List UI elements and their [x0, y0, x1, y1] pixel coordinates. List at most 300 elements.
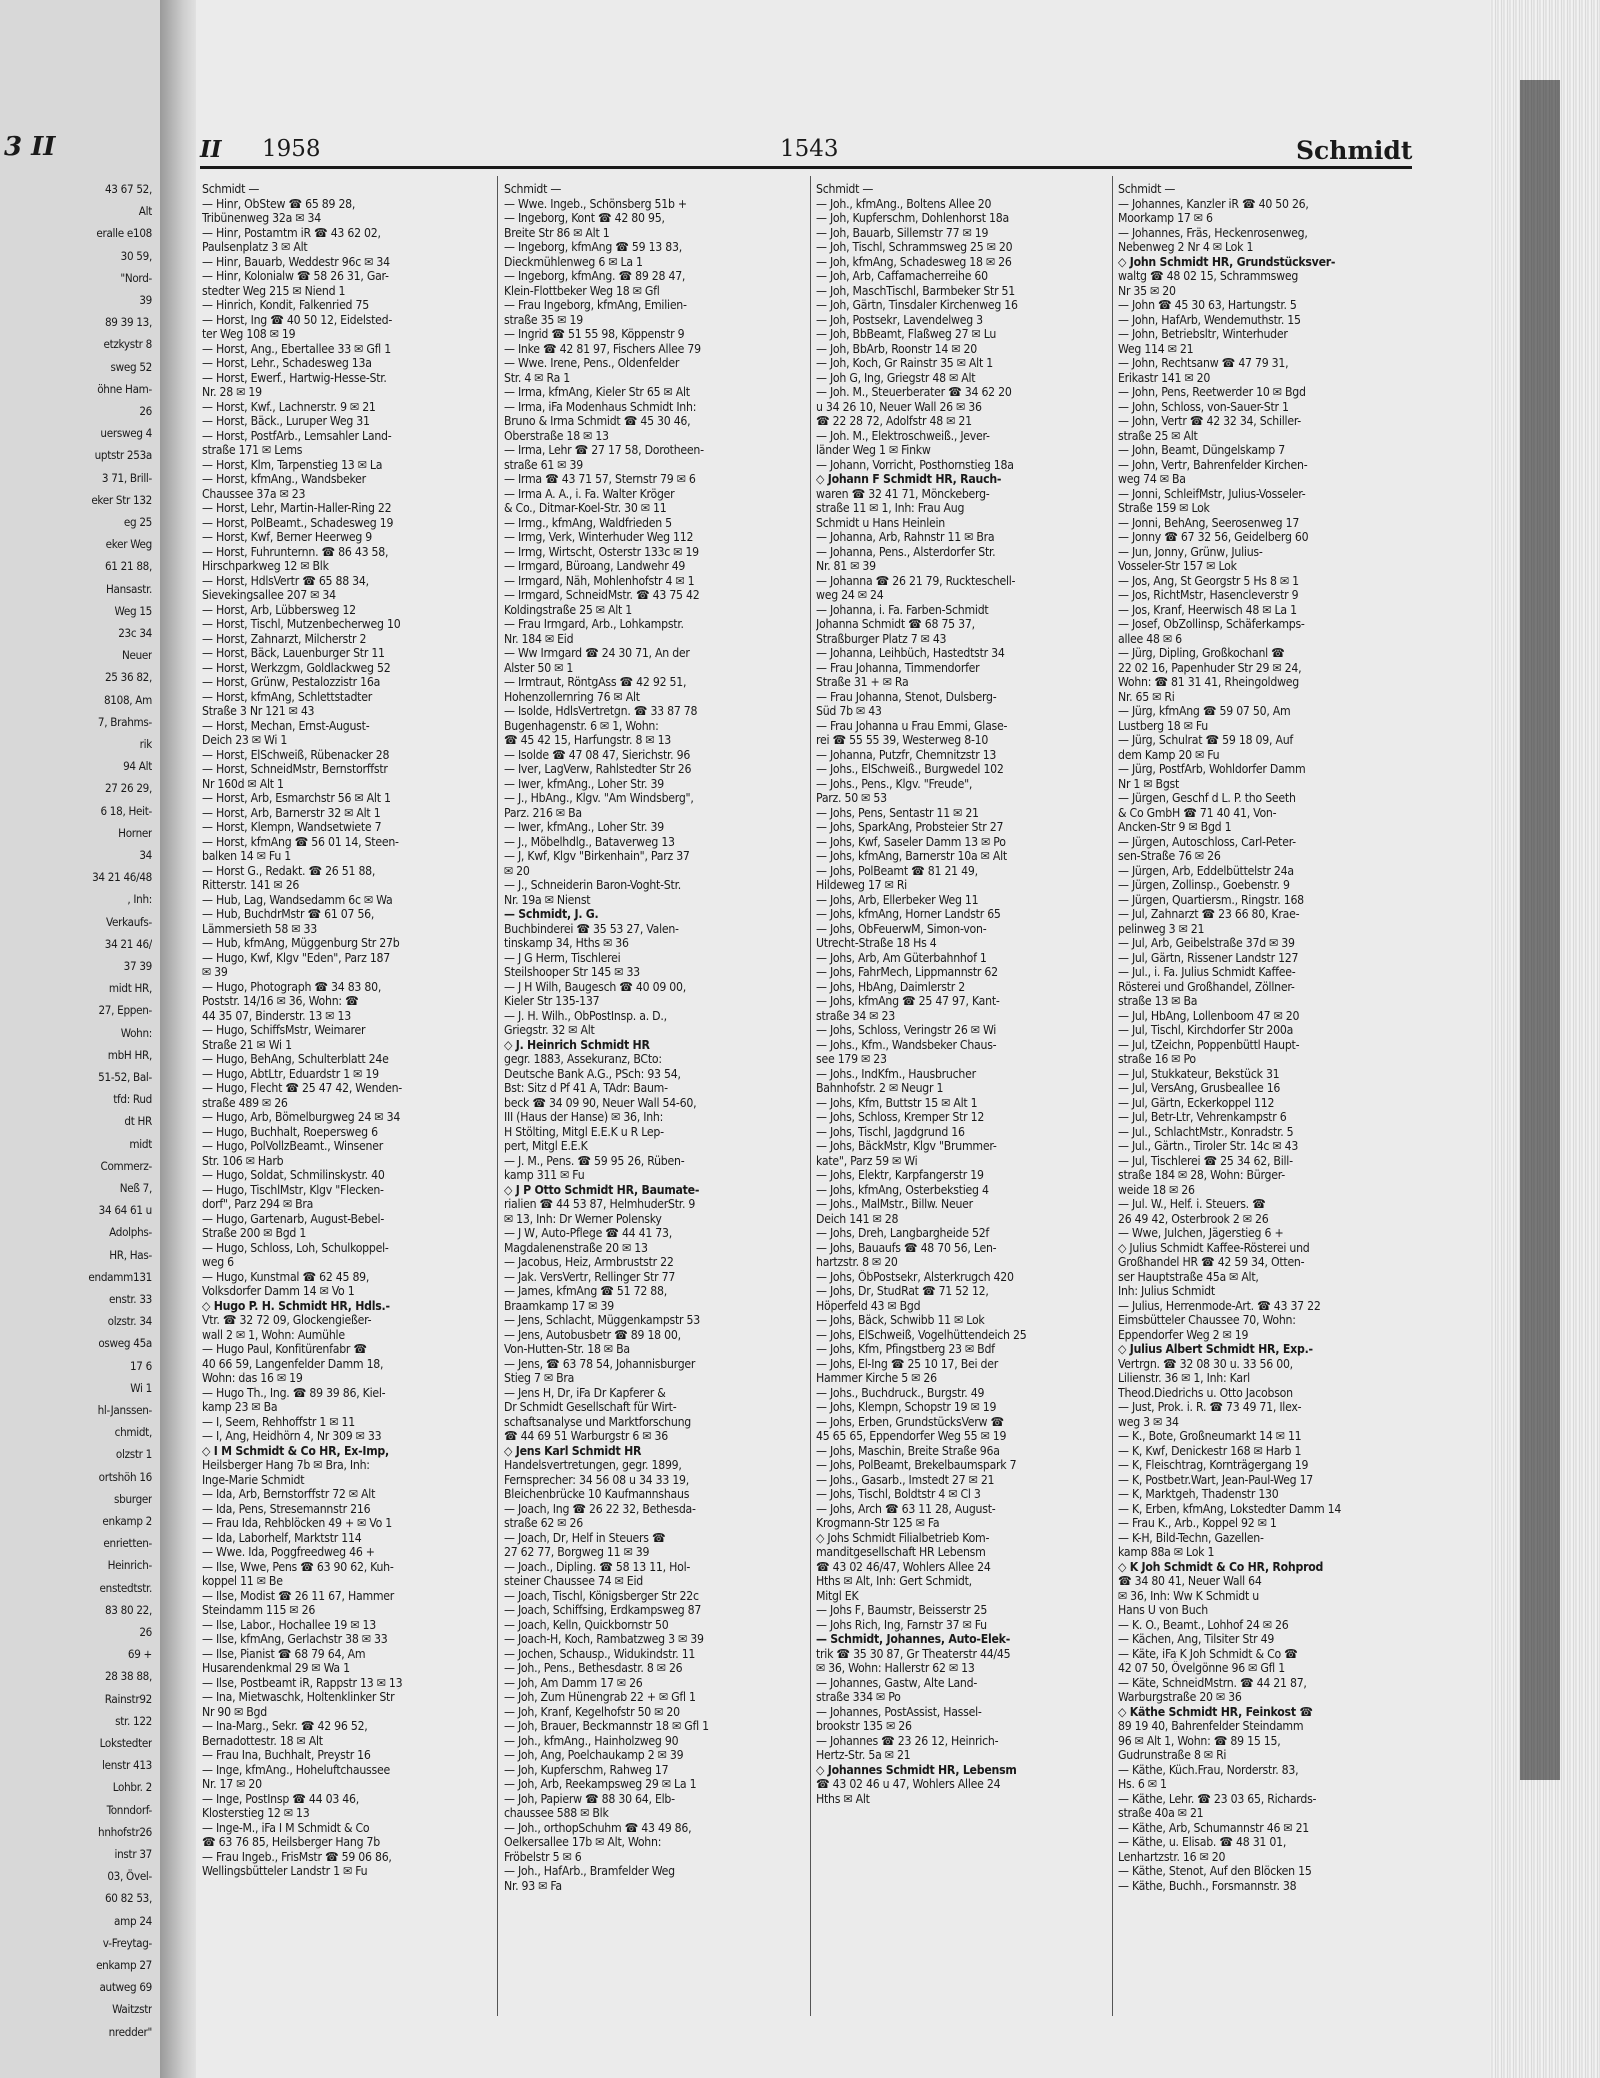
- directory-entry-line: — J, Kwf, Klgv "Birkenhain", Parz 37: [504, 849, 690, 863]
- directory-entry-line: Straße 200 ✉ Bgd 1: [202, 1226, 307, 1240]
- directory-entry-line: — Ingeborg, Kont ☎ 42 80 95,: [504, 211, 665, 225]
- directory-entry-line: — Schmidt, Johannes, Auto-Elek-: [816, 1632, 1011, 1646]
- directory-entry-line: — Käthe, u. Elisab. ☎ 48 31 01,: [1118, 1835, 1287, 1849]
- directory-entry-line: Wohn: ☎ 81 31 41, Rheingoldweg: [1118, 675, 1299, 689]
- directory-entry-line: — Johs., IndKfm., Hausbrucher: [816, 1066, 976, 1081]
- directory-entry-line: — Käte, iFa K Joh Schmidt & Co ☎: [1118, 1646, 1298, 1661]
- directory-entry-line: ✉ 36, Wohn: Hallerstr 62 ✉ 13: [816, 1661, 975, 1675]
- facing-page-line: Neuer: [121, 648, 152, 663]
- directory-entry-line: — Ilse, Wwe, Pens ☎ 63 90 62, Kuh-: [202, 1559, 394, 1574]
- directory-entry-line: — Johannes, Kanzler iR ☎ 40 50 26,: [1118, 196, 1309, 211]
- directory-entry-line: — Frau Ina, Buchhalt, Preystr 16: [202, 1748, 371, 1762]
- directory-entry-line: — Frau K., Arb., Koppel 92 ✉ 1: [1118, 1516, 1277, 1530]
- facing-page-line: "Nord-: [120, 270, 152, 285]
- directory-entry-line: — Johs, ElSchweiß, Vogelhüttendeich 25: [816, 1327, 1027, 1342]
- directory-entry-line: Paulsenplatz 3 ✉ Alt: [202, 240, 308, 254]
- directory-entry-line: — Johs, ÖbPostsekr, Alsterkrugch 420: [816, 1269, 1014, 1284]
- facing-page-line: 39: [139, 293, 152, 307]
- facing-page-line: etzkystr 8: [103, 337, 152, 352]
- directory-entry-line: — Iver, LagVerw, Rahlstedter Str 26: [504, 762, 692, 776]
- directory-entry-line: — Johs, El-Ing ☎ 25 10 17, Bei der: [816, 1356, 998, 1371]
- directory-entry-line: — Joh, Tischl, Schrammsweg 25 ✉ 20: [816, 240, 1013, 254]
- directory-entry-line: — Hugo, SchiffsMstr, Weimarer: [202, 1023, 366, 1037]
- directory-entry-line: Gudrunstraße 8 ✉ Ri: [1118, 1748, 1227, 1762]
- directory-entry-line: — Hub, BuchdrMstr ☎ 61 07 56,: [202, 907, 375, 921]
- facing-page-line: 03, Övel-: [107, 1869, 152, 1884]
- directory-entry-line: Lustberg 18 ✉ Fu: [1118, 718, 1208, 733]
- directory-entry-line: Süd 7b ✉ 43: [816, 704, 882, 718]
- directory-entry-line: — Joh, Kupferschm, Rahweg 17: [504, 1762, 669, 1777]
- directory-entry-line: — J G Herm, Tischlerei: [504, 950, 621, 965]
- directory-entry-line: — Horst, Ewerf., Hartwig-Hesse-Str.: [202, 370, 387, 385]
- directory-entry-line: — Jul, Zahnarzt ☎ 23 66 80, Krae-: [1118, 907, 1300, 921]
- directory-entry-line: ter Weg 108 ✉ 19: [202, 327, 296, 341]
- directory-entry-line: — Wwe. Ida, Poggfreedweg 46 +: [202, 1545, 375, 1559]
- directory-entry-line: rei ☎ 55 55 39, Westerweg 8-10: [816, 733, 989, 747]
- directory-entry-line: — Horst, PolBeamt., Schadesweg 19: [202, 515, 394, 530]
- directory-entry-line: — Frau Ida, Rehblöcken 49 + ✉ Vo 1: [202, 1516, 392, 1530]
- directory-entry-line: — I, Seem, Rehhoffstr 1 ✉ 11: [202, 1414, 355, 1429]
- facing-page-line: amp 24: [114, 1913, 152, 1928]
- directory-entry-line: straße 171 ✉ Lems: [202, 443, 303, 457]
- column-4: [1118, 182, 1410, 1893]
- facing-page-line: 43 67 52,: [104, 182, 152, 196]
- directory-entry-line: Wohn: das 16 ✉ 19: [202, 1371, 303, 1385]
- directory-entry-line: Deich 23 ✉ Wi 1: [202, 733, 288, 747]
- facing-page-fragment: [0, 0, 160, 2078]
- directory-entry-line: sen-Straße 76 ✉ 26: [1118, 849, 1221, 863]
- directory-entry-line: — Johs., Kfm., Wandsbeker Chaus-: [816, 1037, 997, 1052]
- directory-entry-line: — Horst, Arb, Esmarchstr 56 ✉ Alt 1: [202, 791, 391, 805]
- directory-entry-line: Straße 21 ✉ Wi 1: [202, 1037, 292, 1052]
- directory-entry-line: — Hugo, Schloss, Loh, Schulkoppel-: [202, 1240, 389, 1255]
- directory-entry-line: — Joach, Dr, Helf in Steuers ☎: [504, 1530, 666, 1545]
- directory-entry-line: — Ida, Arb, Bernstorffstr 72 ✉ Alt: [202, 1487, 376, 1501]
- directory-entry-line: — Joh., Pens., Bethesdastr. 8 ✉ 26: [504, 1661, 683, 1675]
- directory-entry-line: Nr. 65 ✉ Ri: [1118, 689, 1175, 704]
- directory-entry-line: — Johs, Kfm, Pfingstberg 23 ✉ Bdf: [816, 1342, 995, 1356]
- directory-entry-line: — Schmidt, J. G.: [504, 907, 599, 921]
- facing-page-line: 26: [139, 1625, 152, 1639]
- column-divider: [810, 176, 811, 2016]
- directory-entry-line: — Jürgen, Quartiersm., Ringstr. 168: [1118, 892, 1304, 907]
- facing-page-line: mbH HR,: [107, 1047, 152, 1062]
- directory-entry-line: — Johs, Tischl, Boldtstr 4 ✉ Cl 3: [816, 1487, 981, 1501]
- directory-entry-line: — Joh, Papierw ☎ 88 30 64, Elb-: [504, 1791, 675, 1806]
- directory-entry-line: Nr 1 ✉ Bgst: [1118, 776, 1180, 791]
- facing-page-line: olzstr 1: [115, 1447, 152, 1462]
- directory-entry-line: — Jul, Tischl, Kirchdorfer Str 200a: [1118, 1023, 1294, 1037]
- directory-entry-line: — Joh, Am Damm 17 ✉ 26: [504, 1675, 643, 1690]
- directory-entry-line: Klosterstieg 12 ✉ 13: [202, 1806, 310, 1820]
- facing-page-line: Rainstr92: [104, 1691, 152, 1706]
- directory-entry-line: Straße 31 + ✉ Ra: [816, 675, 909, 689]
- directory-entry-line: Deutsche Bank A.G., PSch: 93 54,: [504, 1066, 681, 1081]
- facing-page-line: Lokstedter: [99, 1736, 152, 1750]
- directory-entry-line: — Jürg, Dipling, Großkochanl ☎: [1118, 646, 1285, 660]
- directory-entry-line: Klein-Flottbeker Weg 18 ✉ Gfl: [504, 283, 660, 298]
- directory-entry-line: allee 48 ✉ 6: [1118, 631, 1182, 646]
- directory-entry-line: — Irmg, Wirtscht, Osterstr 133c ✉ 19: [504, 544, 699, 559]
- directory-entry-line: — Ilse, Modist ☎ 26 11 67, Hammer: [202, 1588, 395, 1603]
- directory-entry-line: — Joh, Brauer, Beckmannstr 18 ✉ Gfl 1: [504, 1719, 709, 1733]
- directory-entry-line: Warburgstraße 20 ✉ 36: [1118, 1690, 1242, 1704]
- directory-entry-line: — Johs., Pens., Klgv. "Freude",: [816, 776, 973, 791]
- directory-entry-line: ◇ John Schmidt HR, Grundstücksver-: [1118, 254, 1336, 269]
- directory-entry-line: ✉ 36, Inh: Ww K Schmidt u: [1118, 1588, 1259, 1603]
- facing-page-line: 94 Alt: [123, 759, 152, 774]
- directory-entry-line: III (Haus der Hanse) ✉ 36, Inh:: [504, 1110, 664, 1124]
- directory-entry-line: — Horst, Tischl, Mutzenbecherweg 10: [202, 617, 401, 631]
- directory-entry-line: Hohenzollernring 76 ✉ Alt: [504, 689, 640, 704]
- directory-entry-line: — Horst, Fuhrunternn. ☎ 86 43 58,: [202, 544, 389, 559]
- facing-page-line: 51-52, Bal-: [98, 1070, 152, 1084]
- directory-entry-line: straße 40a ✉ 21: [1118, 1806, 1204, 1820]
- directory-entry-line: — Johanna, Leihbüch, Hastedtstr 34: [816, 646, 1005, 660]
- facing-page-line: 8108, Am: [103, 692, 152, 707]
- directory-entry-line: Hs. 6 ✉ 1: [1118, 1777, 1167, 1791]
- directory-entry-line: manditgesellschaft HR Lebensm: [816, 1545, 986, 1559]
- facing-page-line: lenstr 413: [102, 1758, 152, 1773]
- facing-page-line: olzstr. 34: [107, 1314, 152, 1329]
- directory-entry-line: Kieler Str 135-137: [504, 994, 600, 1008]
- directory-entry-line: Weg 114 ✉ 21: [1118, 341, 1194, 356]
- directory-entry-line: — Jul, tZeichn, Poppenbüttl Haupt-: [1118, 1037, 1300, 1052]
- directory-entry-line: — Käthe, Buchh., Forsmannstr. 38: [1118, 1878, 1297, 1893]
- directory-entry-line: ser Hauptstraße 45a ✉ Alt,: [1118, 1269, 1259, 1284]
- directory-entry-line: — Johannes, Gastw, Alte Land-: [816, 1675, 978, 1690]
- directory-entry-line: — Josef, ObZollinsp, Schäferkamps-: [1118, 617, 1305, 631]
- directory-entry-line: ◇ J P Otto Schmidt HR, Baumate-: [504, 1182, 700, 1197]
- directory-entry-line: — Jun, Jonny, Grünw, Julius-: [1118, 544, 1263, 559]
- directory-entry-line: — Horst, Bäck, Lauenburger Str 11: [202, 646, 385, 660]
- directory-entry-line: straße 334 ✉ Po: [816, 1690, 901, 1704]
- directory-entry-line: — Johs, Schloss, Veringstr 26 ✉ Wi: [816, 1023, 997, 1037]
- directory-entry-line: — Joh., HafArb., Bramfelder Weg: [504, 1864, 675, 1878]
- directory-entry-line: Straße 159 ✉ Lok: [1118, 501, 1210, 515]
- directory-entry-line: — Johs, Tischl, Jagdgrund 16: [816, 1124, 965, 1139]
- directory-entry-line: — Joh, Gärtn, Tinsdaler Kirchenweg 16: [816, 298, 1018, 312]
- directory-entry-line: — Joh, MaschTischl, Barmbeker Str 51: [816, 283, 1016, 298]
- directory-entry-line: Husarendenkmal 29 ✉ Wa 1: [202, 1661, 350, 1675]
- directory-entry-line: — Jonni, BehAng, Seerosenweg 17: [1118, 515, 1300, 530]
- directory-entry-line: Straße 3 Nr 121 ✉ 43: [202, 704, 315, 718]
- directory-entry-line: länder Weg 1 ✉ Finkw: [816, 443, 931, 457]
- directory-entry-line: — Joh G, Ing, Griegstr 48 ✉ Alt: [816, 370, 976, 385]
- facing-page-line: 30 59,: [120, 248, 152, 263]
- directory-entry-line: — Hugo, Gartenarb, August-Bebel-: [202, 1211, 385, 1226]
- directory-entry-line: — Irmgard, Büroang, Landwehr 49: [504, 559, 686, 573]
- directory-entry-line: — Joach, Schiffsing, Erdkampsweg 87: [504, 1603, 702, 1617]
- directory-entry-line: — Jos, Ang, St Georgstr 5 Hs 8 ✉ 1: [1118, 573, 1299, 588]
- directory-entry-line: Sievekingsallee 207 ✉ 34: [202, 588, 336, 602]
- directory-entry-line: ◇ J. Heinrich Schmidt HR: [504, 1037, 650, 1052]
- directory-entry-line: — Horst, Grünw, Pestalozzistr 16a: [202, 675, 381, 689]
- directory-entry-line: — Johs, Maschin, Breite Straße 96a: [816, 1443, 1000, 1458]
- directory-entry-line: — Jürgen, Autoschloss, Carl-Peter-: [1118, 834, 1296, 849]
- directory-entry-line: — K., Bote, Großneumarkt 14 ✉ 11: [1118, 1429, 1302, 1443]
- directory-entry-line: — Jens, ☎ 63 78 54, Johannisburger: [504, 1356, 696, 1371]
- directory-entry-line: Inge-Marie Schmidt: [202, 1472, 305, 1487]
- directory-entry-line: — Hugo, Kwf, Klgv "Eden", Parz 187: [202, 950, 390, 965]
- directory-entry-line: — Johs, FahrMech, Lippmannstr 62: [816, 965, 998, 979]
- directory-entry-line: Inh: Julius Schmidt: [1118, 1284, 1215, 1298]
- directory-entry-line: — J W, Auto-Pflege ☎ 44 41 73,: [504, 1226, 672, 1240]
- directory-entry-line: Schmidt u Hans Heinlein: [816, 515, 945, 530]
- directory-entry-line: Tribünenweg 32a ✉ 34: [202, 211, 321, 225]
- directory-entry-line: — Johs, Bauaufs ☎ 48 70 56, Len-: [816, 1240, 997, 1255]
- facing-page-line: enkamp 27: [96, 1958, 152, 1972]
- directory-entry-line: — Horst, Bäck., Luruper Weg 31: [202, 414, 370, 428]
- directory-entry-line: ✉ 39: [202, 965, 228, 979]
- facing-page-line: uptstr 253a: [94, 448, 152, 463]
- directory-entry-line: — Johanna, Putzfr, Chemnitzstr 13: [816, 747, 997, 762]
- directory-entry-line: Steilshooper Str 145 ✉ 33: [504, 965, 640, 979]
- directory-entry-line: pert, Mitgl E.E.K: [504, 1139, 588, 1153]
- directory-entry-line: — Johs, Arch ☎ 63 11 28, August-: [816, 1501, 996, 1516]
- directory-entry-line: — Johanna, Pens., Alsterdorfer Str.: [816, 544, 996, 559]
- directory-entry-line: — John, Beamt, Düngelskamp 7: [1118, 443, 1285, 457]
- directory-entry-line: ☎ 43 02 46 u 47, Wohlers Allee 24: [816, 1777, 1001, 1791]
- directory-entry-line: Oberstraße 18 ✉ 13: [504, 428, 609, 443]
- directory-entry-line: — Irma, kfmAng, Kieler Str 65 ✉ Alt: [504, 385, 690, 399]
- directory-entry-line: & Co GmbH ☎ 71 40 41, Von-: [1118, 805, 1277, 820]
- directory-entry-line: — Johs., MalMstr., Billw. Neuer: [816, 1197, 973, 1211]
- directory-entry-line: — Horst, kfmAng, Schlettstadter: [202, 689, 372, 704]
- facing-page-line: Wi 1: [130, 1380, 152, 1395]
- page-stack-edge: [1490, 0, 1600, 2078]
- column-divider: [497, 176, 498, 2016]
- directory-entry-line: Nr. 28 ✉ 19: [202, 385, 262, 399]
- facing-page-line: Wohn:: [120, 1025, 152, 1040]
- directory-entry-line: straße 11 ✉ 1, Inh: Frau Aug: [816, 501, 965, 515]
- directory-entry-line: — Joh, kfmAng, Schadesweg 18 ✉ 26: [816, 254, 1012, 269]
- directory-entry-line: Parz. 50 ✉ 53: [816, 791, 887, 805]
- directory-entry-line: Nr. 93 ✉ Fa: [504, 1878, 562, 1893]
- directory-entry-line: Stieg 7 ✉ Bra: [504, 1371, 575, 1385]
- facing-page-line: eker Str 132: [91, 492, 152, 507]
- directory-entry-line: — Käthe, Arb, Schumannstr 46 ✉ 21: [1118, 1820, 1310, 1835]
- directory-entry-line: — Horst, Zahnarzt, Milcherstr 2: [202, 631, 367, 646]
- directory-entry-line: — Johannes, Fräs, Heckenrosenweg,: [1118, 225, 1308, 240]
- directory-entry-line: — Horst, kfmAng., Wandsbeker: [202, 472, 366, 486]
- directory-entry-line: — Johanna, Arb, Rahnstr 11 ✉ Bra: [816, 530, 995, 544]
- directory-entry-line: Von-Hutten-Str. 18 ✉ Ba: [504, 1342, 630, 1356]
- directory-entry-line: Vosseler-Str 157 ✉ Lok: [1118, 559, 1237, 573]
- directory-entry-line: — Horst, Ing ☎ 40 50 12, Eidelsted-: [202, 312, 393, 327]
- column-2: [504, 182, 796, 1893]
- directory-entry-line: — Horst, kfmAng ☎ 56 01 14, Steen-: [202, 834, 399, 849]
- facing-page-line: 61 21 88,: [104, 559, 152, 574]
- directory-entry-line: — Johs, PolBeamt, Brekelbaumspark 7: [816, 1458, 1017, 1472]
- directory-entry-line: Nr. 17 ✉ 20: [202, 1777, 262, 1791]
- directory-entry-line: straße 13 ✉ Ba: [1118, 994, 1198, 1008]
- directory-entry-line: — Horst, Kwf, Berner Heerweg 9: [202, 530, 372, 544]
- directory-entry-line: — Johannes, PostAssist, Hassel-: [816, 1704, 982, 1719]
- directory-entry-line: — Joach, Ing ☎ 26 22 32, Bethesda-: [504, 1501, 696, 1516]
- directory-entry-line: u 34 26 10, Neuer Wall 26 ✉ 36: [816, 399, 982, 414]
- directory-entry-line: — Jürg, PostfArb, Wohldorfer Damm: [1118, 762, 1306, 776]
- directory-entry-line: ✉ 20: [504, 863, 530, 878]
- directory-entry-line: Nr. 81 ✉ 39: [816, 559, 876, 573]
- directory-entry-line: Hertz-Str. 5a ✉ 21: [816, 1748, 911, 1762]
- column-1: [202, 182, 494, 1879]
- directory-entry-line: Volksdorfer Damm 14 ✉ Vo 1: [202, 1284, 355, 1298]
- directory-entry-line: — Horst, Arb, Barnerstr 32 ✉ Alt 1: [202, 805, 381, 820]
- directory-entry-line: — K, Fleischtrag, Kornträgergang 19: [1118, 1458, 1309, 1472]
- directory-entry-line: Nr 90 ✉ Bgd: [202, 1704, 267, 1719]
- directory-entry-line: — Irma ☎ 43 71 57, Sternstr 79 ✉ 6: [504, 472, 696, 486]
- directory-entry-line: straße 35 ✉ 19: [504, 312, 583, 327]
- directory-entry-line: — Joh, Bauarb, Sillemstr 77 ✉ 19: [816, 225, 989, 240]
- directory-entry-line: — Johs, Kfm, Buttstr 15 ✉ Alt 1: [816, 1095, 978, 1110]
- directory-entry-line: — Joh., orthopSchuhm ☎ 43 49 86,: [504, 1820, 692, 1835]
- directory-entry-line: — Jürgen, Zollinsp., Goebenstr. 9: [1118, 878, 1290, 892]
- directory-entry-line: straße 62 ✉ 26: [504, 1516, 583, 1530]
- facing-page-line: 27 26 29,: [104, 781, 152, 796]
- directory-entry-line: Str. 106 ✉ Harb: [202, 1153, 284, 1168]
- directory-entry-line: weg 74 ✉ Ba: [1118, 472, 1186, 486]
- directory-entry-line: — J., HbAng., Klgv. "Am Windsberg",: [504, 791, 694, 805]
- directory-entry-line: kamp 311 ✉ Fu: [504, 1168, 585, 1182]
- directory-entry-line: — Horst, Arb, Lübbersweg 12: [202, 602, 356, 617]
- directory-entry-line: — Irmgard, SchneidMstr. ☎ 43 75 42: [504, 588, 700, 602]
- directory-entry-line: — Iwer, kfmAng., Loher Str. 39: [504, 820, 664, 834]
- directory-entry-line: — Isolde ☎ 47 08 47, Sierichstr. 96: [504, 747, 691, 762]
- directory-entry-line: ◇ Julius Albert Schmidt HR, Exp.-: [1118, 1342, 1313, 1356]
- directory-entry-line: — Johs, Pens, Sentastr 11 ✉ 21: [816, 805, 979, 820]
- directory-entry-line: — Johs, kfmAng, Horner Landstr 65: [816, 907, 1001, 921]
- directory-entry-line: — Jul, VersAng, Grusbeallee 16: [1118, 1081, 1281, 1095]
- directory-entry-line: — Jul., Gärtn., Tiroler Str. 14c ✉ 43: [1118, 1139, 1299, 1153]
- directory-entry-line: Hirschparkweg 12 ✉ Blk: [202, 559, 329, 573]
- directory-entry-line: — Jul, Tischlerei ☎ 25 34 62, Bill-: [1118, 1153, 1293, 1168]
- directory-entry-line: — Käthe, Küch.Frau, Norderstr. 83,: [1118, 1762, 1299, 1777]
- facing-page-line: instr 37: [114, 1847, 152, 1861]
- directory-entry-line: — Wwe, Julchen, Jägerstieg 6 +: [1118, 1226, 1284, 1240]
- directory-entry-line: — Wwe. Irene, Pens., Oldenfelder: [504, 356, 680, 370]
- directory-entry-line: — Jürg, Schulrat ☎ 59 18 09, Auf: [1118, 733, 1294, 747]
- facing-page-line: Alt: [138, 204, 152, 219]
- directory-entry-line: — Ilse, Labor., Hochallee 19 ✉ 13: [202, 1617, 376, 1632]
- directory-entry-line: Schmidt —: [504, 182, 562, 196]
- directory-entry-line: Bleichenbrücke 10 Kaufmannshaus: [504, 1487, 690, 1501]
- directory-entry-line: — Joh. M., Steuerberater ☎ 34 62 20: [816, 385, 1012, 399]
- directory-entry-line: Hths ✉ Alt: [816, 1791, 870, 1806]
- volume-label: II: [200, 136, 222, 163]
- directory-entry-line: — Ina-Marg., Sekr. ☎ 42 96 52,: [202, 1719, 368, 1733]
- directory-entry-line: beck ☎ 34 09 90, Neuer Wall 54-60,: [504, 1095, 697, 1110]
- directory-entry-line: chaussee 588 ✉ Blk: [504, 1806, 609, 1820]
- directory-entry-line: — Horst, Lehr., Schadesweg 13a: [202, 356, 372, 370]
- directory-entry-line: — Johs, Dr, StudRat ☎ 71 52 12,: [816, 1284, 989, 1298]
- directory-entry-line: — Johs Rich, Ing, Farnstr 37 ✉ Fu: [816, 1617, 987, 1632]
- directory-entry-line: — J H Wilh, Baugesch ☎ 40 09 00,: [504, 979, 686, 994]
- facing-page-line: Tonndorf-: [106, 1802, 152, 1817]
- directory-entry-line: Bruno & Irma Schmidt ☎ 45 30 46,: [504, 414, 691, 428]
- directory-entry-line: — J. M., Pens. ☎ 59 95 26, Rüben-: [504, 1153, 685, 1168]
- directory-entry-line: — K-H, Bild-Techn, Gazellen-: [1118, 1530, 1264, 1545]
- directory-entry-line: — Horst, Kwf., Lachnerstr. 9 ✉ 21: [202, 399, 376, 414]
- directory-entry-line: — Hub, Lag, Wandsedamm 6c ✉ Wa: [202, 892, 393, 907]
- directory-entry-line: — Ilse, Pianist ☎ 68 79 64, Am: [202, 1646, 366, 1661]
- directory-entry-line: — Johs, SparkAng, Probsteier Str 27: [816, 820, 1004, 834]
- directory-entry-line: Heilsberger Hang 7b ✉ Bra, Inh:: [202, 1458, 370, 1472]
- facing-page-line: tfd: Rud: [113, 1092, 152, 1107]
- directory-entry-line: — Jürgen, Arb, Eddelbüttelstr 24a: [1118, 863, 1294, 878]
- directory-entry-line: — Joh, Postsekr, Lavendelweg 3: [816, 312, 983, 327]
- directory-entry-line: — John, Rechtsanw ☎ 47 79 31,: [1118, 356, 1289, 370]
- facing-page-line: sweg 52: [110, 359, 152, 374]
- directory-entry-line: — Wwe. Ingeb., Schönsberg 51b +: [504, 196, 687, 211]
- directory-entry-line: — Johs, PolBeamt ☎ 81 21 49,: [816, 863, 978, 878]
- directory-entry-line: — I, Ang, Heidhörn 4, Nr 309 ✉ 33: [202, 1429, 382, 1443]
- directory-entry-line: ◇ Johs Schmidt Filialbetrieb Kom-: [816, 1530, 990, 1545]
- directory-entry-line: — Ww Irmgard ☎ 24 30 71, An der: [504, 646, 690, 660]
- directory-entry-line: — Frau Johanna, Timmendorfer: [816, 660, 980, 675]
- directory-entry-line: ☎ 45 42 15, Harfungstr. 8 ✉ 13: [504, 733, 672, 747]
- directory-entry-line: — Hugo Th., Ing. ☎ 89 39 86, Kiel-: [202, 1385, 386, 1400]
- directory-entry-line: dorf", Parz 294 ✉ Bra: [202, 1197, 314, 1211]
- directory-entry-line: tinskamp 34, Hths ✉ 36: [504, 936, 629, 950]
- directory-entry-line: Schmidt —: [202, 182, 260, 196]
- directory-entry-line: — K. O., Beamt., Lohhof 24 ✉ 26: [1118, 1617, 1289, 1632]
- directory-entry-line: — Horst G., Redakt. ☎ 26 51 88,: [202, 863, 376, 878]
- facing-page-line: 69 +: [127, 1647, 152, 1662]
- directory-entry-line: — Johs, Kwf, Saseler Damm 13 ✉ Po: [816, 834, 1006, 849]
- directory-entry-line: — Hinrich, Kondit, Falkenried 75: [202, 298, 369, 312]
- facing-page-line: 60 82 53,: [104, 1891, 152, 1906]
- directory-entry-line: straße 16 ✉ Po: [1118, 1052, 1196, 1066]
- directory-entry-line: — Hugo, Soldat, Schmilinskystr. 40: [202, 1168, 385, 1182]
- directory-entry-line: — Inge, PostInsp ☎ 44 03 46,: [202, 1791, 359, 1806]
- directory-entry-line: — Joh, Arb, Reekampsweg 29 ✉ La 1: [504, 1777, 697, 1791]
- directory-entry-line: kamp 23 ✉ Ba: [202, 1400, 278, 1414]
- facing-page-line: Commerz-: [100, 1158, 152, 1173]
- facing-page-line: 3 71, Brill-: [101, 470, 152, 485]
- directory-entry-line: — Irmg, Verk, Winterhuder Weg 112: [504, 530, 694, 544]
- facing-page-line: Lohbr. 2: [112, 1780, 152, 1795]
- directory-entry-line: — Jürg, kfmAng ☎ 59 07 50, Am: [1118, 704, 1291, 718]
- facing-page-line: 34 64 61 u: [98, 1203, 152, 1218]
- facing-page-line: dt HR: [124, 1114, 152, 1129]
- directory-entry-line: Magdalenenstraße 20 ✉ 13: [504, 1240, 648, 1255]
- directory-entry-line: — John ☎ 45 30 63, Hartungstr. 5: [1118, 298, 1297, 312]
- directory-entry-line: — Horst, Klempn, Wandsetwiete 7: [202, 820, 382, 834]
- directory-entry-line: — Joh. M., Elektroschweiß., Jever-: [816, 428, 990, 443]
- directory-entry-line: — Jul, Arb, Geibelstraße 37d ✉ 39: [1118, 936, 1295, 950]
- facing-page-line: Heinrich-: [107, 1558, 152, 1573]
- facing-page-line: hnhofstr26: [98, 1824, 152, 1839]
- directory-entry-line: stedter Weg 215 ✉ Niend 1: [202, 283, 346, 298]
- directory-entry-line: weide 18 ✉ 26: [1118, 1182, 1195, 1197]
- directory-entry-line: — Horst, SchneidMstr, Bernstorffstr: [202, 762, 388, 776]
- directory-entry-line: Poststr. 14/16 ✉ 36, Wohn: ☎: [202, 994, 359, 1008]
- directory-entry-line: Bugenhagenstr. 6 ✉ 1, Wohn:: [504, 718, 659, 733]
- column-3: [816, 182, 1108, 1806]
- directory-entry-line: — Inge-M., iFa I M Schmidt & Co: [202, 1820, 370, 1835]
- directory-entry-line: — Johs, kfmAng, Osterbekstieg 4: [816, 1182, 989, 1197]
- directory-entry-line: — Hub, kfmAng, Müggenburg Str 27b: [202, 936, 400, 950]
- facing-page-line: v-Freytag-: [102, 1935, 152, 1950]
- running-head-name: Schmidt: [1296, 136, 1413, 165]
- directory-entry-line: — Johann, Vorricht, Posthornstieg 18a: [816, 457, 1014, 472]
- facing-page-line: 37 39: [123, 959, 152, 973]
- directory-entry-line: — Jonny ☎ 67 32 56, Geidelberg 60: [1118, 530, 1309, 544]
- directory-entry-line: Eimsbütteler Chaussee 70, Wohn:: [1118, 1313, 1296, 1327]
- directory-entry-line: — Joach-H, Koch, Rambatzweg 3 ✉ 39: [504, 1632, 704, 1646]
- directory-entry-line: — Irmtraut, RöntgAss ☎ 42 92 51,: [504, 675, 687, 689]
